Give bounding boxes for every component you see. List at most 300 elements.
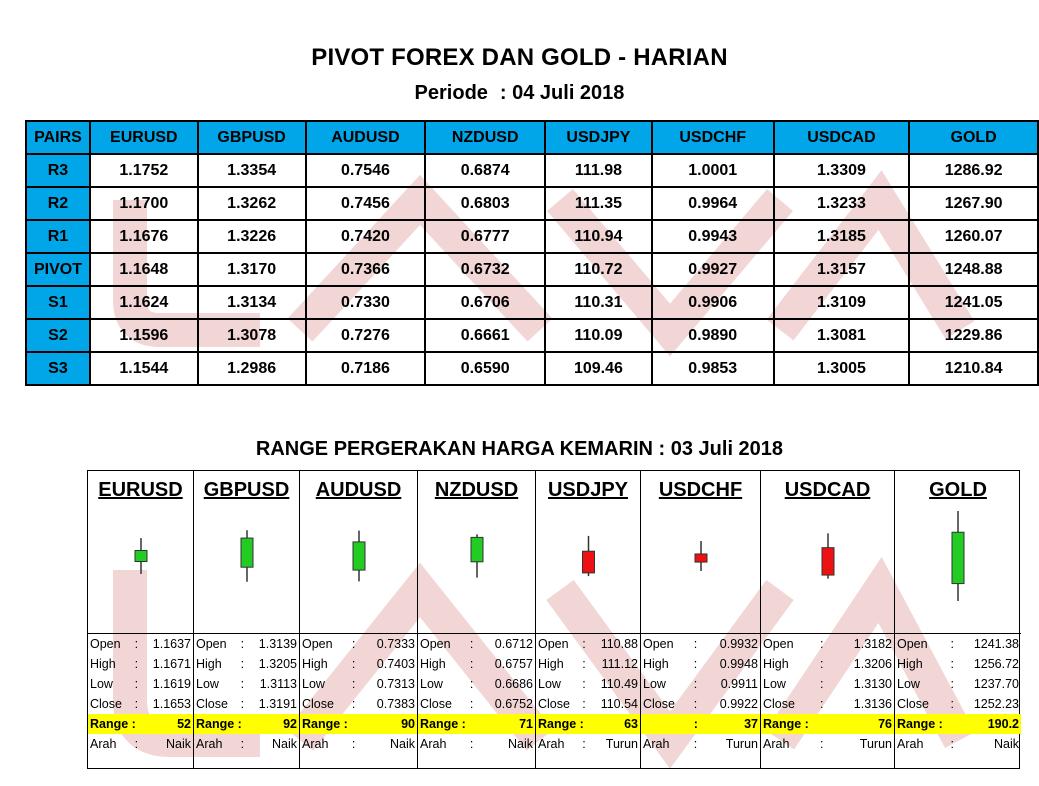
pivot-value-cell: 0.7420 <box>306 220 426 253</box>
range-column-gbpusd <box>194 471 300 768</box>
info-value: 0.6757 <box>494 657 533 671</box>
info-value: 1.1637 <box>152 637 191 651</box>
ohlc-info <box>88 633 193 754</box>
info-row-close <box>536 694 640 714</box>
info-label: Arah <box>643 737 670 751</box>
info-value: 76 <box>878 717 892 731</box>
pivot-value-cell: 0.6874 <box>425 154 545 187</box>
info-row-high <box>88 654 193 674</box>
info-row-low <box>761 674 894 694</box>
pivot-value-cell: 110.09 <box>545 319 652 352</box>
info-row-high <box>895 654 1021 674</box>
info-row-open <box>641 634 760 654</box>
info-label: Range : <box>196 717 242 731</box>
info-value: Naik <box>507 737 533 751</box>
info-separator: : <box>469 637 474 651</box>
info-row-high <box>641 654 760 674</box>
pivot-value-cell: 1.3078 <box>198 319 306 352</box>
pivot-header-pairs: PAIRS <box>26 121 90 154</box>
info-value: 71 <box>519 717 533 731</box>
info-separator: : <box>240 677 245 691</box>
ohlc-info <box>194 633 299 754</box>
candle-body <box>695 554 707 562</box>
info-row-open <box>194 634 299 654</box>
info-label: Open <box>196 637 227 651</box>
info-separator: : <box>819 657 824 671</box>
pivot-header-gold: GOLD <box>909 121 1038 154</box>
info-separator: : <box>582 637 586 651</box>
pivot-row-pivot <box>26 253 1038 286</box>
pivot-value-cell: 1.3005 <box>774 352 910 385</box>
period-label: Periode <box>414 82 488 104</box>
info-label: Low <box>643 677 666 691</box>
info-row-arah <box>194 734 299 754</box>
pivot-row-r2 <box>26 187 1038 220</box>
info-label: High <box>302 657 328 671</box>
candlestick-chart <box>641 511 761 621</box>
info-label: Close <box>196 697 228 711</box>
info-value: Naik <box>165 737 191 751</box>
info-row-low <box>895 674 1021 694</box>
pivot-level-label: R2 <box>26 187 90 220</box>
info-label: Low <box>763 677 786 691</box>
info-row-open <box>895 634 1021 654</box>
pivot-value-cell: 1.3157 <box>774 253 910 286</box>
pivot-value-cell: 111.35 <box>545 187 652 220</box>
info-separator: : <box>469 677 474 691</box>
pivot-value-cell: 0.9964 <box>652 187 774 220</box>
pivot-table <box>25 120 1039 386</box>
info-value: 1241.38 <box>973 637 1019 651</box>
pivot-value-cell: 0.6803 <box>425 187 545 220</box>
info-label: Arah <box>420 737 447 751</box>
pivot-row-s3 <box>26 352 1038 385</box>
pivot-value-cell: 0.9890 <box>652 319 774 352</box>
info-value: Turun <box>605 737 638 751</box>
info-label: Low <box>420 677 443 691</box>
pivot-value-cell: 0.6777 <box>425 220 545 253</box>
pivot-header-gbpusd: GBPUSD <box>198 121 306 154</box>
pivot-value-cell: 1.1596 <box>90 319 198 352</box>
info-label: Arah <box>196 737 223 751</box>
info-row-low <box>88 674 193 694</box>
pivot-value-cell: 1.1648 <box>90 253 198 286</box>
info-label: Open <box>538 637 569 651</box>
pivot-value-cell: 1.0001 <box>652 154 774 187</box>
info-separator: : <box>693 677 698 691</box>
info-label: Range : <box>538 717 584 731</box>
pivot-value-cell: 1.3109 <box>774 286 910 319</box>
info-label: Range : <box>302 717 348 731</box>
info-row-open <box>88 634 193 654</box>
range-section-title: RANGE PERGERAKAN HARGA KEMARIN : 03 Juli 2018 <box>255 438 784 460</box>
pivot-value-cell: 1.1752 <box>90 154 198 187</box>
pivot-level-label: R1 <box>26 220 90 253</box>
info-value: 1252.23 <box>973 697 1019 711</box>
pair-name: USDCHF <box>658 479 743 501</box>
info-separator: : <box>693 637 698 651</box>
candlestick-chart <box>761 511 895 621</box>
pivot-level-label: PIVOT <box>26 253 90 286</box>
pivot-row-s1 <box>26 286 1038 319</box>
info-separator: : <box>134 657 139 671</box>
ohlc-info <box>300 633 417 754</box>
candlestick-chart <box>418 511 536 621</box>
info-label: Arah <box>763 737 790 751</box>
pivot-value-cell: 0.9927 <box>652 253 774 286</box>
info-separator: : <box>134 677 139 691</box>
info-label: Open <box>302 637 333 651</box>
pivot-level-label: S1 <box>26 286 90 319</box>
info-label: Arah <box>538 737 565 751</box>
info-value: 0.7403 <box>376 657 415 671</box>
info-value: 190.2 <box>987 717 1019 731</box>
info-separator: : <box>240 657 245 671</box>
info-row-range <box>194 714 299 734</box>
info-row-close <box>895 694 1021 714</box>
candle-body <box>471 537 483 561</box>
info-row-arah <box>641 734 760 754</box>
info-label: Close <box>538 697 570 711</box>
pivot-value-cell: 1.3354 <box>198 154 306 187</box>
info-value: 0.9932 <box>719 637 758 651</box>
info-row-range <box>300 714 417 734</box>
info-value: 0.7383 <box>376 697 415 711</box>
pivot-value-cell: 111.98 <box>545 154 652 187</box>
pair-name: EURUSD <box>98 479 183 501</box>
info-label: Range : <box>763 717 809 731</box>
info-row-low <box>194 674 299 694</box>
info-value: Turun <box>859 737 892 751</box>
candle-body <box>353 542 365 570</box>
info-label: High <box>196 657 222 671</box>
info-separator: : <box>693 717 698 731</box>
candle-body <box>583 551 595 573</box>
info-row-range <box>641 714 760 734</box>
info-separator: : <box>950 737 954 751</box>
info-separator: : <box>240 697 245 711</box>
info-row-arah <box>895 734 1021 754</box>
info-separator: : <box>582 737 586 751</box>
pivot-value-cell: 1210.84 <box>909 352 1038 385</box>
info-label: High <box>643 657 669 671</box>
info-separator: : <box>693 657 698 671</box>
pivot-value-cell: 0.7276 <box>306 319 426 352</box>
pivot-value-cell: 0.7456 <box>306 187 426 220</box>
info-value: 1.3182 <box>853 637 892 651</box>
pivot-value-cell: 0.9853 <box>652 352 774 385</box>
info-row-arah <box>300 734 417 754</box>
info-value: 1256.72 <box>973 657 1019 671</box>
pivot-value-cell: 0.7186 <box>306 352 426 385</box>
range-column-audusd <box>300 471 418 768</box>
info-row-range <box>88 714 193 734</box>
candlestick-chart <box>194 511 300 621</box>
info-value: Naik <box>389 737 415 751</box>
info-row-range <box>536 714 640 734</box>
info-value: 0.7313 <box>376 677 415 691</box>
info-separator: : <box>819 637 824 651</box>
info-separator: : <box>351 697 356 711</box>
info-value: 37 <box>744 717 758 731</box>
pivot-level-label: S3 <box>26 352 90 385</box>
info-label: High <box>90 657 116 671</box>
info-separator: : <box>950 677 954 691</box>
info-value: Turun <box>725 737 758 751</box>
info-value: 90 <box>401 717 415 731</box>
info-label: Close <box>897 697 929 711</box>
pivot-value-cell: 110.94 <box>545 220 652 253</box>
pivot-value-cell: 1.3170 <box>198 253 306 286</box>
info-value: 0.9922 <box>719 697 758 711</box>
pair-name: AUDUSD <box>315 479 402 501</box>
info-value: 92 <box>283 717 297 731</box>
info-label: Close <box>763 697 795 711</box>
info-label: Open <box>763 637 794 651</box>
pivot-row-r1 <box>26 220 1038 253</box>
info-row-open <box>418 634 535 654</box>
page-title: PIVOT FOREX DAN GOLD - HARIAN <box>311 44 728 71</box>
info-label: Close <box>643 697 675 711</box>
ohlc-info <box>418 633 535 754</box>
info-value: 0.9948 <box>719 657 758 671</box>
info-separator: : <box>240 637 245 651</box>
range-column-eurusd <box>88 471 194 768</box>
pivot-value-cell: 0.9943 <box>652 220 774 253</box>
period-value: : 04 Juli 2018 <box>499 82 625 104</box>
info-row-close <box>88 694 193 714</box>
pair-name: USDCAD <box>784 479 871 501</box>
info-separator: : <box>134 697 139 711</box>
pivot-value-cell: 0.7330 <box>306 286 426 319</box>
info-value: 1237.70 <box>973 677 1019 691</box>
info-label: High <box>420 657 446 671</box>
ohlc-info <box>536 633 640 754</box>
info-separator: : <box>693 737 698 751</box>
pivot-value-cell: 0.7366 <box>306 253 426 286</box>
candlestick-chart <box>895 511 1021 621</box>
pivot-header-usdcad: USDCAD <box>774 121 910 154</box>
range-column-gold <box>895 471 1021 768</box>
range-column-usdcad <box>761 471 895 768</box>
info-value: 1.3205 <box>258 657 297 671</box>
pivot-value-cell: 0.6661 <box>425 319 545 352</box>
period-line <box>0 82 1039 105</box>
info-value: 1.3136 <box>853 697 892 711</box>
info-value: 0.9911 <box>720 677 758 691</box>
range-column-usdchf <box>641 471 761 768</box>
info-separator: : <box>693 697 698 711</box>
pivot-value-cell: 1.3134 <box>198 286 306 319</box>
pivot-level-label: R3 <box>26 154 90 187</box>
info-separator: : <box>582 657 586 671</box>
info-separator: : <box>134 637 139 651</box>
info-row-close <box>194 694 299 714</box>
info-label: Low <box>90 677 113 691</box>
info-value: 0.6752 <box>494 697 533 711</box>
info-value: 0.6712 <box>494 637 533 651</box>
info-separator: : <box>351 637 356 651</box>
pivot-value-cell: 1.3233 <box>774 187 910 220</box>
info-label: High <box>538 657 564 671</box>
candle-body <box>952 532 964 583</box>
pivot-value-cell: 109.46 <box>545 352 652 385</box>
info-value: 1.1619 <box>152 677 191 691</box>
info-label: Arah <box>302 737 329 751</box>
pair-name: GBPUSD <box>203 479 290 501</box>
info-row-open <box>300 634 417 654</box>
pivot-value-cell: 0.9906 <box>652 286 774 319</box>
info-label: Open <box>420 637 451 651</box>
info-separator: : <box>582 677 586 691</box>
info-separator: : <box>950 657 954 671</box>
pivot-header-usdchf: USDCHF <box>652 121 774 154</box>
info-row-arah <box>88 734 193 754</box>
pivot-value-cell: 1.3081 <box>774 319 910 352</box>
info-row-close <box>761 694 894 714</box>
info-label: Close <box>420 697 452 711</box>
info-value: 1.1671 <box>152 657 191 671</box>
pivot-value-cell: 1.3185 <box>774 220 910 253</box>
info-value: 1.3206 <box>853 657 892 671</box>
info-separator: : <box>351 657 356 671</box>
info-row-open <box>536 634 640 654</box>
info-label: High <box>763 657 789 671</box>
info-label: Close <box>90 697 122 711</box>
info-label: Low <box>302 677 325 691</box>
info-label: Arah <box>897 737 924 751</box>
info-value: 1.3139 <box>258 637 297 651</box>
info-value: 111.12 <box>601 657 638 671</box>
info-label: Range : <box>90 717 136 731</box>
range-column-nzdusd <box>418 471 536 768</box>
info-separator: : <box>351 677 356 691</box>
pivot-value-cell: 1267.90 <box>909 187 1038 220</box>
pivot-value-cell: 0.7546 <box>306 154 426 187</box>
pivot-value-cell: 110.72 <box>545 253 652 286</box>
pivot-value-cell: 1260.07 <box>909 220 1038 253</box>
pivot-header-eurusd: EURUSD <box>90 121 198 154</box>
info-separator: : <box>582 697 586 711</box>
candlestick-chart <box>300 511 418 621</box>
candlestick-chart <box>536 511 641 621</box>
info-value: 1.3130 <box>853 677 892 691</box>
info-value: 0.6686 <box>494 677 533 691</box>
info-label: Open <box>643 637 674 651</box>
pivot-header-row <box>26 121 1038 154</box>
pivot-value-cell: 1.3262 <box>198 187 306 220</box>
info-row-close <box>641 694 760 714</box>
pivot-value-cell: 0.6732 <box>425 253 545 286</box>
info-separator: : <box>469 697 474 711</box>
pivot-value-cell: 0.6706 <box>425 286 545 319</box>
info-row-high <box>300 654 417 674</box>
info-separator: : <box>134 737 139 751</box>
info-label: Low <box>538 677 561 691</box>
info-separator: : <box>469 657 474 671</box>
info-label: Arah <box>90 737 117 751</box>
info-label: High <box>897 657 923 671</box>
candle-body <box>241 538 253 567</box>
info-row-high <box>536 654 640 674</box>
pivot-header-audusd: AUDUSD <box>306 121 426 154</box>
pivot-value-cell: 1.3226 <box>198 220 306 253</box>
info-row-low <box>536 674 640 694</box>
info-value: 63 <box>624 717 638 731</box>
pivot-header-usdjpy: USDJPY <box>545 121 652 154</box>
pivot-value-cell: 110.31 <box>545 286 652 319</box>
pair-name: USDJPY <box>547 479 629 501</box>
info-label: Open <box>897 637 928 651</box>
pivot-value-cell: 1.1544 <box>90 352 198 385</box>
pivot-value-cell: 1.1676 <box>90 220 198 253</box>
info-separator: : <box>351 737 356 751</box>
info-value: 0.7333 <box>376 637 415 651</box>
pivot-row-s2 <box>26 319 1038 352</box>
pivot-value-cell: 1.1700 <box>90 187 198 220</box>
info-value: Naik <box>271 737 297 751</box>
info-row-range <box>895 714 1021 734</box>
pivot-value-cell: 1229.86 <box>909 319 1038 352</box>
info-separator: : <box>240 737 245 751</box>
info-row-low <box>300 674 417 694</box>
info-label: Open <box>90 637 121 651</box>
info-label: Range : <box>420 717 466 731</box>
info-value: Naik <box>993 737 1019 751</box>
info-separator: : <box>819 737 824 751</box>
pair-name: NZDUSD <box>434 479 519 501</box>
info-value: 1.1653 <box>152 697 191 711</box>
info-row-high <box>761 654 894 674</box>
info-separator: : <box>819 697 824 711</box>
pivot-value-cell: 1286.92 <box>909 154 1038 187</box>
pivot-row-r3 <box>26 154 1038 187</box>
info-row-close <box>300 694 417 714</box>
pivot-value-cell: 1248.88 <box>909 253 1038 286</box>
info-label: Low <box>897 677 920 691</box>
info-row-arah <box>761 734 894 754</box>
pivot-value-cell: 1.3309 <box>774 154 910 187</box>
pivot-value-cell: 1.1624 <box>90 286 198 319</box>
pivot-header-nzdusd: NZDUSD <box>425 121 545 154</box>
ohlc-info <box>641 633 760 754</box>
candlestick-chart <box>88 511 194 621</box>
ohlc-info <box>761 633 894 754</box>
range-column-usdjpy <box>536 471 641 768</box>
info-separator: : <box>950 637 954 651</box>
range-panel <box>87 470 1020 769</box>
pivot-value-cell: 1.2986 <box>198 352 306 385</box>
ohlc-info <box>895 633 1021 754</box>
info-label: Close <box>302 697 334 711</box>
info-value: 52 <box>177 717 191 731</box>
info-separator: : <box>819 677 824 691</box>
info-row-low <box>418 674 535 694</box>
info-row-close <box>418 694 535 714</box>
info-row-low <box>641 674 760 694</box>
info-value: 1.3113 <box>259 677 297 691</box>
info-separator: : <box>469 737 474 751</box>
info-separator: : <box>950 697 954 711</box>
pair-name: GOLD <box>929 479 987 501</box>
info-row-arah <box>418 734 535 754</box>
info-value: 110.49 <box>600 677 638 691</box>
info-value: 110.54 <box>600 697 638 711</box>
info-row-open <box>761 634 894 654</box>
info-label: Low <box>196 677 219 691</box>
pivot-level-label: S2 <box>26 319 90 352</box>
info-row-range <box>418 714 535 734</box>
